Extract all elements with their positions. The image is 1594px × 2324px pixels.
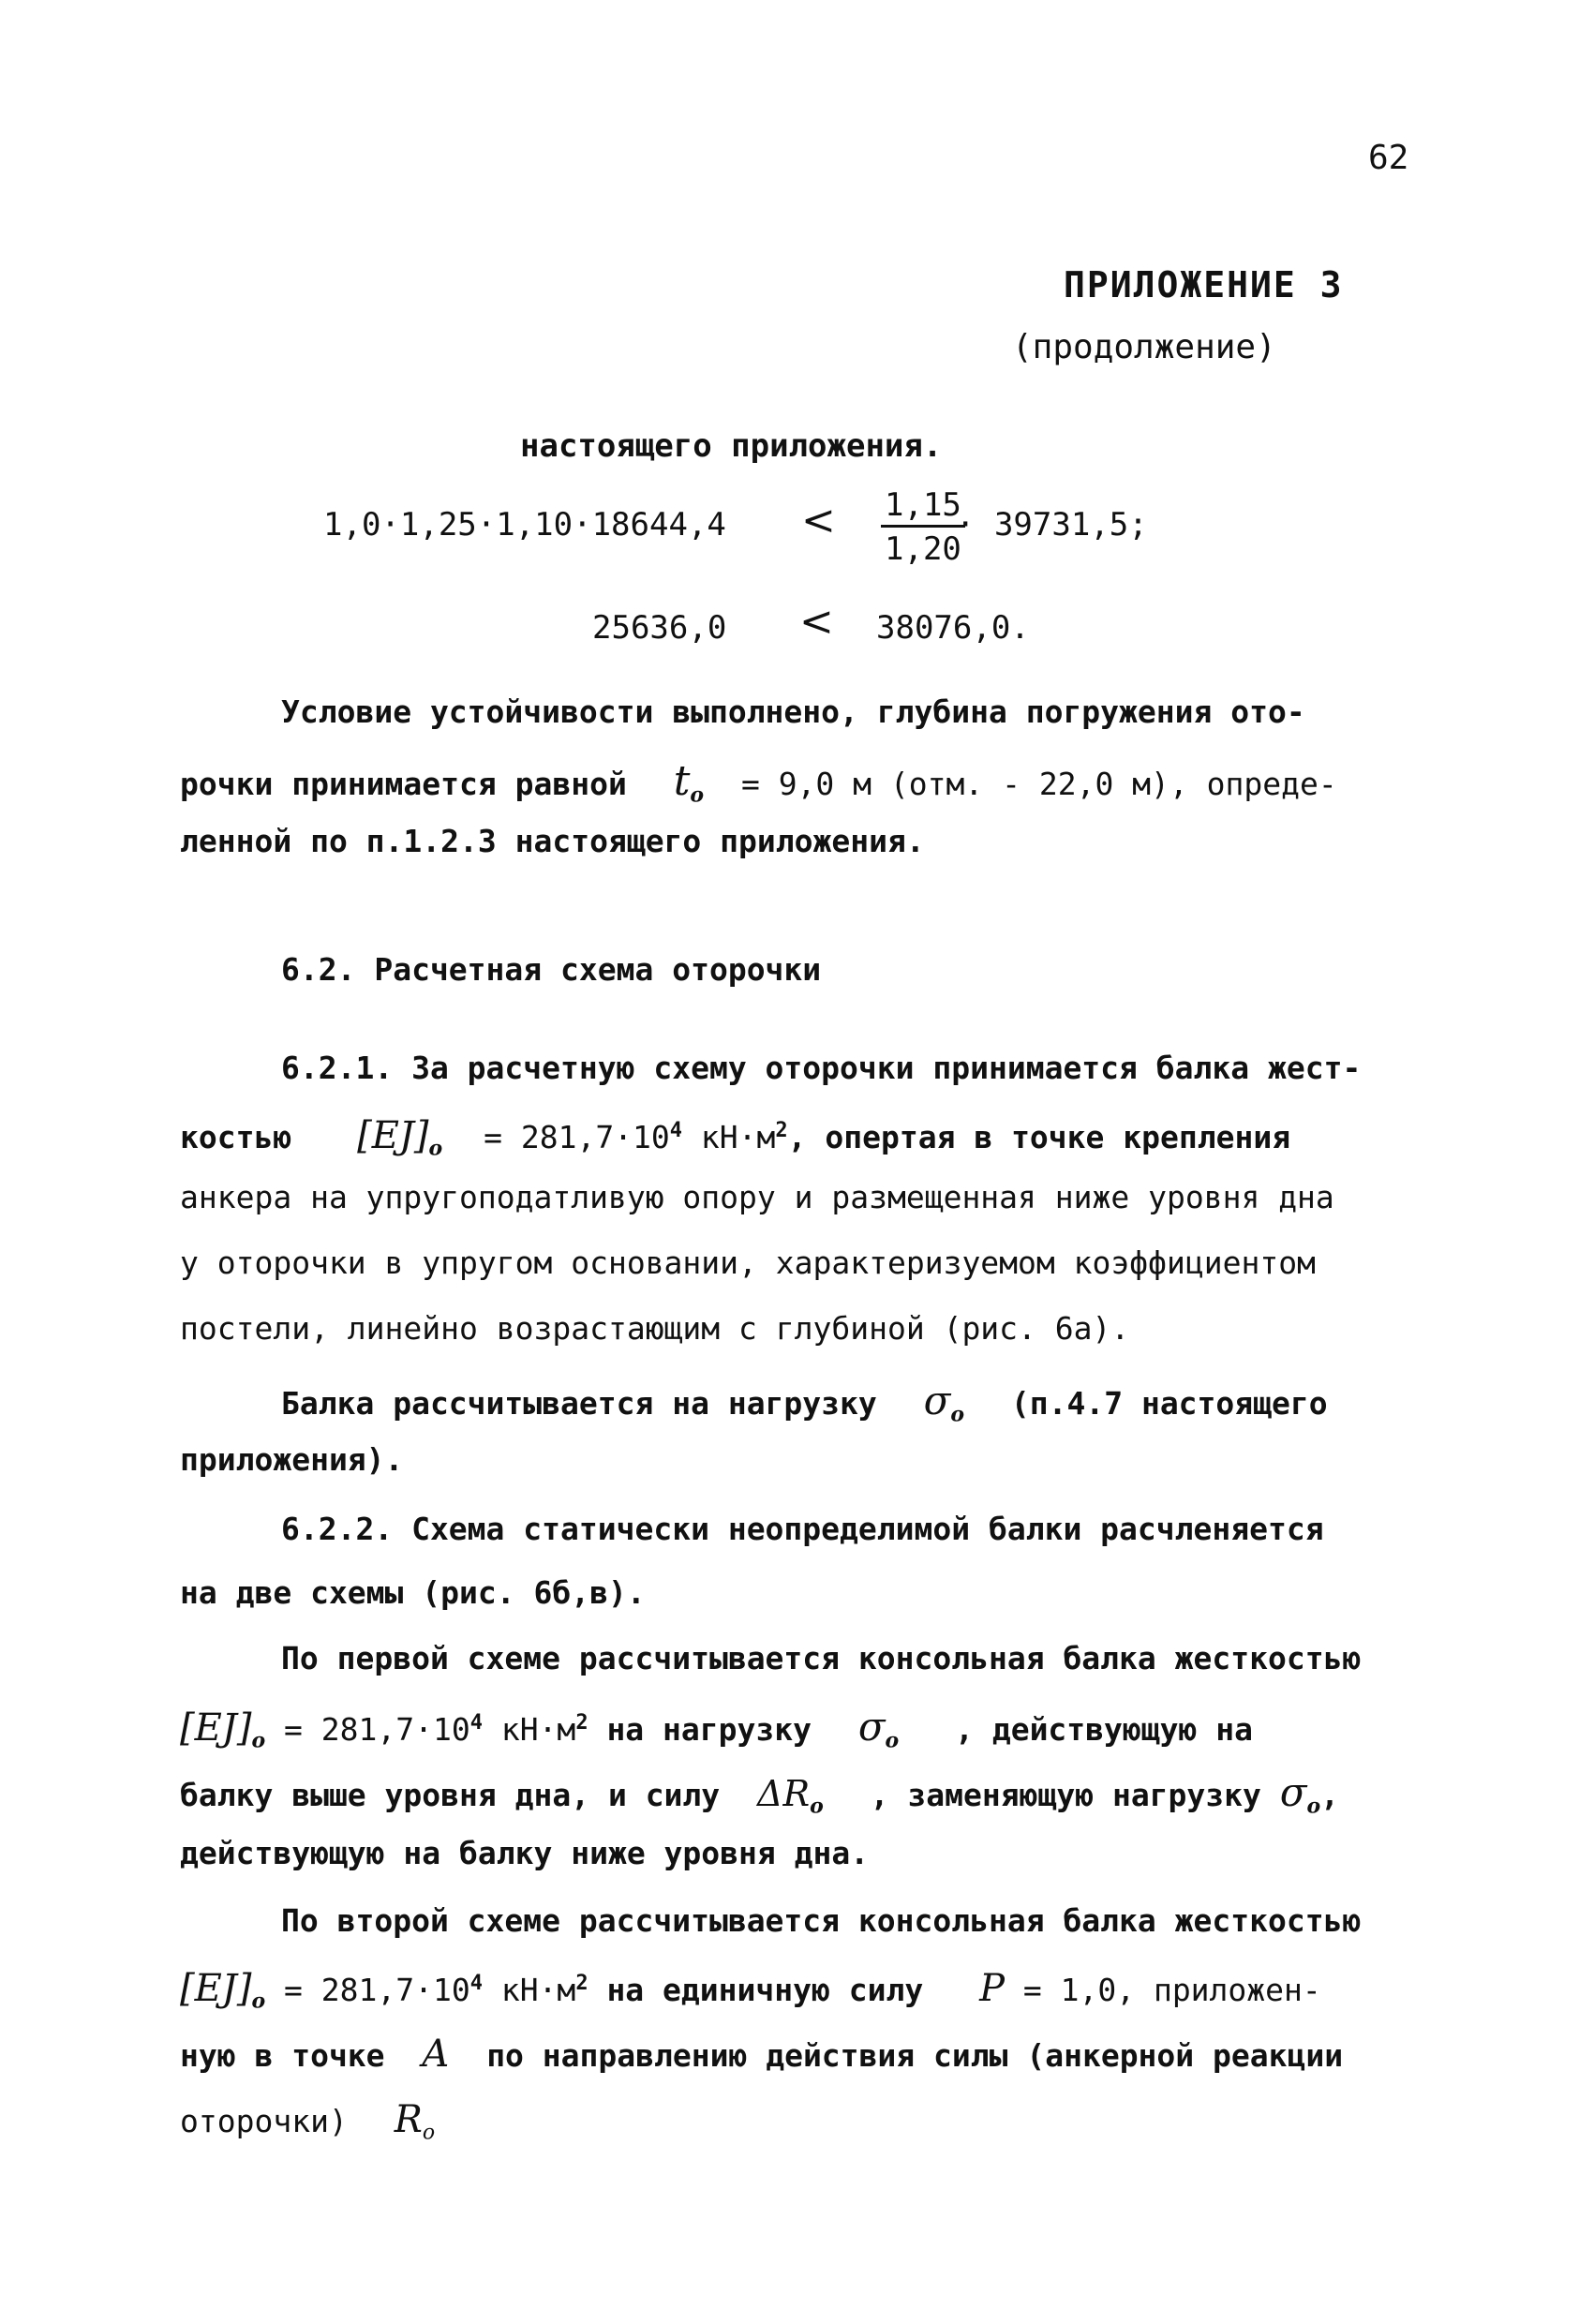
text-run: по направлению действия силы (анкерной реакции: [486, 2037, 1344, 2074]
symbol-sigma: σ: [857, 1704, 886, 1750]
symbol-sub: o: [251, 1989, 266, 2014]
symbol-sub: o: [810, 1794, 824, 1819]
symbol-r: R: [394, 2098, 423, 2141]
paragraph-line: приложения).: [180, 1441, 404, 1478]
paragraph-line: [180, 1966, 1321, 2014]
formula1-left: 1,0·1,25·1,10·18644,4: [323, 506, 726, 544]
symbol-sub: o: [885, 1728, 900, 1753]
paragraph-line: постели, линейно возрастающим с глубиной (рис. 6а).: [180, 1310, 1130, 1347]
paragraph-line: у оторочки в упругом основании, характеризуемом коэффициентом: [180, 1244, 1316, 1281]
page-number: 62: [1368, 139, 1409, 177]
formula2-left: 25636,0: [592, 609, 727, 647]
text-run: , опертая в точке крепления: [787, 1119, 1291, 1155]
text-run: рочки принимается равной: [180, 766, 627, 802]
paragraph-line: на две схемы (рис. 6б,в).: [180, 1574, 646, 1611]
formula2-operator: <: [799, 598, 834, 646]
text-run: ную в точке: [180, 2037, 385, 2074]
formula1-fraction: [881, 486, 965, 568]
symbol-sub: o: [950, 1402, 964, 1427]
paragraph-line: [180, 2097, 435, 2146]
text-run: = 281,7·10: [484, 1119, 670, 1155]
symbol-sub: o: [251, 1728, 266, 1753]
text-run: костью: [180, 1119, 292, 1155]
text-run: на единичную силу: [606, 1972, 924, 2008]
exponent: 4: [469, 1972, 483, 1995]
symbol-sub: o: [422, 2121, 436, 2145]
paragraph-line: [180, 1769, 1339, 1819]
symbol-a: A: [422, 2033, 450, 2076]
paragraph-line: [180, 757, 1337, 808]
paragraph-line: ленной по п.1.2.3 настоящего приложения.: [180, 823, 925, 859]
continuation-text: настоящего приложения.: [520, 427, 943, 465]
text-run: = 9,0 м (отм. - 22,0 м), опреде-: [740, 766, 1337, 802]
section-heading: 6.2. Расчетная схема оторочки: [281, 951, 822, 988]
paragraph-line: [180, 1704, 1253, 1753]
exponent: 4: [469, 1711, 483, 1735]
text-run: оторочки): [180, 2103, 348, 2139]
fraction-denominator: 1,20: [885, 530, 961, 568]
symbol-sigma: σ: [1279, 1769, 1307, 1815]
fraction-numerator: 1,15: [881, 489, 965, 528]
rigidity-symbol: [EJ]: [357, 1114, 429, 1157]
paragraph-line: По второй схеме рассчитывается консольная балка жесткостью: [281, 1902, 1362, 1939]
symbol-delta-r: ΔR: [757, 1773, 811, 1814]
text-run: кН·м: [500, 1972, 576, 2008]
exponent: 2: [775, 1119, 788, 1142]
text-run: на нагрузку: [606, 1711, 812, 1748]
text-run: Балка рассчитывается на нагрузку: [281, 1385, 877, 1422]
paragraph-line: По первой схеме рассчитывается консольная балка жесткостью: [281, 1640, 1362, 1676]
symbol-p: P: [979, 1967, 1005, 2010]
text-run: = 281,7·10: [284, 1711, 470, 1748]
formula1-operator: <: [801, 497, 836, 544]
formula1-right: · 39731,5;: [956, 506, 1148, 544]
paragraph-line: [180, 2032, 1343, 2077]
paragraph-line: 6.2.2. Схема статически неопределимой балки расчленяется: [281, 1511, 1324, 1547]
text-run: = 1,0, приложен-: [1022, 1972, 1321, 2008]
rigidity-symbol: [EJ]: [180, 1706, 252, 1750]
symbol-sub: o: [690, 782, 705, 808]
text-run: балку выше уровня дна, и силу: [180, 1777, 721, 1813]
appendix-title: ПРИЛОЖЕНИЕ 3: [1064, 264, 1344, 305]
formula2-right: 38076,0.: [876, 609, 1030, 647]
text-run: кН·м: [700, 1119, 776, 1155]
text-run: кН·м: [500, 1711, 576, 1748]
appendix-subtitle: (продолжение): [1012, 328, 1276, 366]
text-run: ,: [1320, 1777, 1340, 1813]
symbol-sigma: σ: [923, 1378, 951, 1423]
text-run: = 281,7·10: [284, 1972, 470, 2008]
paragraph-line: Условие устойчивости выполнено, глубина погружения ото-: [281, 693, 1305, 730]
symbol-sub: o: [1306, 1794, 1321, 1819]
symbol-sub: o: [428, 1136, 443, 1161]
paragraph-line: 6.2.1. За расчетную схему оторочки принимается балка жест-: [281, 1050, 1362, 1086]
paragraph-line: анкера на упругоподатливую опору и размещенная ниже уровня дна: [180, 1179, 1334, 1215]
text-run: , заменяющую нагрузку: [870, 1777, 1261, 1813]
exponent: 2: [575, 1972, 588, 1995]
exponent: 4: [669, 1119, 683, 1142]
symbol-t: t: [673, 757, 691, 805]
paragraph-line: действующую на балку ниже уровня дна.: [180, 1835, 870, 1871]
paragraph-line: [281, 1378, 1328, 1427]
paragraph-line: [180, 1113, 1290, 1161]
text-run: , действующую на: [955, 1711, 1253, 1748]
text-run: (п.4.7 настоящего: [1010, 1385, 1328, 1422]
exponent: 2: [575, 1711, 588, 1735]
rigidity-symbol: [EJ]: [180, 1967, 252, 2010]
